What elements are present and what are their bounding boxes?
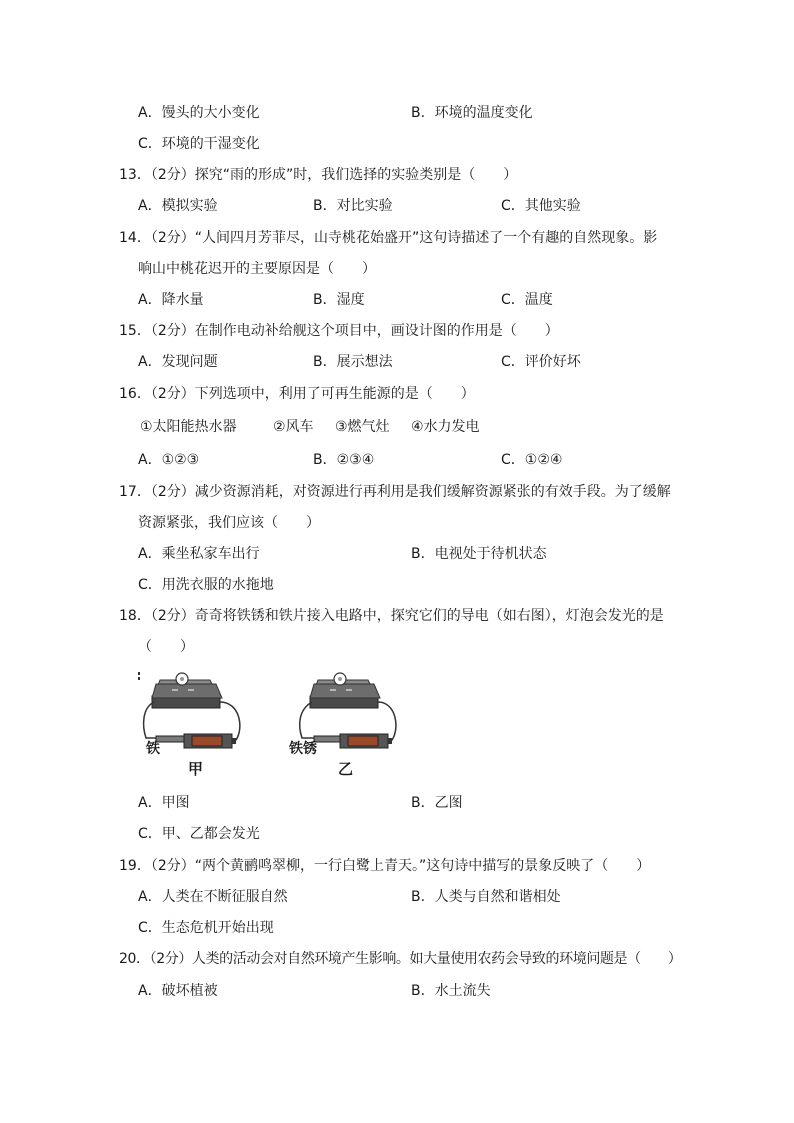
circuit-right-caption: 乙 [338, 760, 354, 778]
q14-option-b: B．湿度 [313, 292, 365, 308]
circuit-illustration [132, 666, 422, 786]
circuit-right [300, 673, 396, 748]
q16-item-2: ②风车 [273, 419, 314, 435]
q16-option-a: A．①②③ [138, 452, 200, 468]
q16-stem: 16．（2分）下列选项中，利用了可再生能源的是（ ） [119, 386, 475, 402]
q17-stem-line2: 资源紧张，我们应该（ ） [138, 515, 320, 531]
q19-option-a: A．人类在不断征服自然 [138, 889, 288, 905]
q15-option-a: A．发现问题 [138, 354, 218, 370]
battery-icon [184, 734, 236, 748]
q12-option-c: C．环境的干湿变化 [138, 136, 260, 152]
q19-option-c: C．生态危机开始出现 [138, 920, 274, 936]
q17-option-a: A．乘坐私家车出行 [138, 546, 260, 562]
q14-option-c: C．温度 [501, 292, 553, 308]
q15-option-c: C．评价好坏 [501, 354, 581, 370]
q16-option-b: B．②③④ [313, 452, 375, 468]
q18-stem-line1: 18．（2分）奇奇将铁锈和铁片接入电路中，探究它们的导电（如右图），灯泡会发光的是 [119, 608, 664, 624]
q16-item-3: ③燃气灶 [335, 419, 390, 435]
circuit-left-caption: 甲 [188, 760, 204, 778]
q16-item-4: ④水力发电 [411, 419, 480, 435]
q12-option-b: B．环境的温度变化 [411, 105, 533, 121]
q14-stem-line2: 响山中桃花迟开的主要原因是（ ） [138, 261, 376, 277]
q17-stem-line1: 17．（2分）减少资源消耗，对资源进行再利用是我们缓解资源紧张的有效手段。为了缓解 [119, 484, 671, 500]
q14-stem-line1: 14．（2分）“人间四月芳菲尽，山寺桃花始盛开”这句诗描述了一个有趣的自然现象。影 [119, 230, 658, 246]
q20-option-a: A．破坏植被 [138, 983, 218, 999]
q16-option-c: C．①②④ [501, 452, 563, 468]
q14-option-a: A．降水量 [138, 292, 204, 308]
circuit-right-material: 铁锈 [289, 741, 317, 757]
q18-option-b: B．乙图 [411, 795, 463, 811]
q13-option-c: C．其他实验 [501, 198, 581, 214]
q19-stem: 19．（2分）“两个黄鹂鸣翠柳，一行白鹭上青天。”这句诗中描写的景象反映了（ ） [119, 858, 651, 874]
q15-stem: 15．（2分）在制作电动补给舰这个项目中，画设计图的作用是（ ） [119, 323, 559, 339]
q13-stem: 13．（2分）探究“雨的形成”时，我们选择的实验类别是（ ） [119, 167, 518, 183]
q20-option-b: B．水土流失 [411, 983, 491, 999]
q18-option-c: C．甲、乙都会发光 [138, 826, 260, 842]
q13-option-b: B．对比实验 [313, 198, 393, 214]
q18-stem-line2: （ ） [138, 639, 194, 655]
q12-option-a: A．馒头的大小变化 [138, 105, 260, 121]
circuit-left [138, 672, 240, 748]
q17-option-b: B．电视处于待机状态 [411, 546, 547, 562]
circuit-figure [132, 666, 422, 786]
q19-option-b: B．人类与自然和谐相处 [411, 889, 561, 905]
q15-option-b: B．展示想法 [313, 354, 393, 370]
q20-stem: 20．（2分）人类的活动会对自然环境产生影响。如大量使用农药会导致的环境问题是（ ） [119, 951, 682, 967]
q17-option-c: C．用洗衣服的水拖地 [138, 577, 274, 593]
q13-option-a: A．模拟实验 [138, 198, 218, 214]
circuit-left-material: 铁 [146, 741, 160, 757]
q18-option-a: A．甲图 [138, 795, 190, 811]
battery-icon [340, 734, 392, 748]
q16-item-1: ①太阳能热水器 [140, 419, 237, 435]
